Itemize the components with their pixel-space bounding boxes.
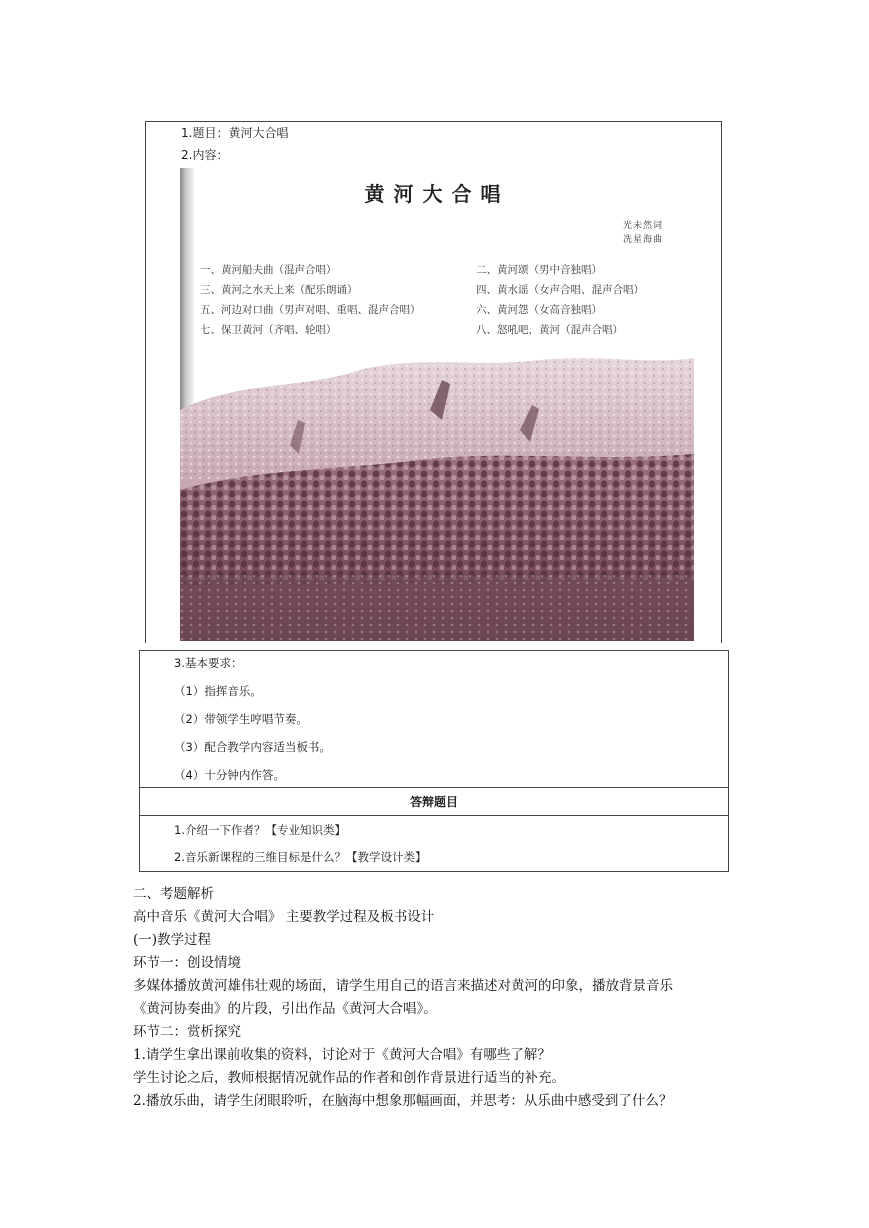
subsection-heading: (一)教学过程 (133, 932, 212, 948)
requirement-3: （3）配合教学内容适当板书。 (174, 740, 331, 754)
requirements-label: 3.基本要求： (174, 656, 243, 670)
lyricist-credit: 光未然词 (623, 221, 664, 231)
cantata-title: 黄河大合唱 (364, 182, 510, 206)
lesson-title: 高中音乐《黄河大合唱》 主要教学过程及板书设计 (133, 909, 435, 925)
movement-7: 七、保卫黄河（齐唱、轮唱） (200, 324, 337, 336)
requirement-4: （4）十分钟内作答。 (174, 768, 285, 782)
content-label: 2.内容： (181, 148, 229, 162)
movement-1: 一、黄河船夫曲（混声合唱） (200, 264, 337, 276)
table-divider (139, 787, 729, 788)
movement-3: 三、黄河之水天上来（配乐朗诵） (200, 284, 358, 296)
cantata-image (180, 168, 694, 641)
movement-2: 二、黄河颂（男中音独唱） (476, 264, 602, 276)
requirement-2: （2）带领学生哼唱节奏。 (174, 712, 308, 726)
table-divider (139, 815, 729, 816)
movement-8: 八、怒吼吧，黄河（混声合唱） (476, 324, 623, 336)
paragraph-line: 1.请学生拿出课前收集的资料，讨论对于《黄河大合唱》有哪些了解？ (133, 1047, 551, 1063)
movement-5: 五、河边对口曲（男声对唱、重唱、混声合唱） (200, 304, 421, 316)
paragraph-line: 多媒体播放黄河雄伟壮观的场面，请学生用自己的语言来描述对黄河的印象，播放背景音乐 (133, 978, 673, 994)
step-two-heading: 环节二：赏析探究 (133, 1024, 241, 1040)
qa-section-title: 答辩题目 (409, 795, 458, 809)
movement-4: 四、黄水谣（女声合唱、混声合唱） (476, 284, 644, 296)
topic-line: 1.题目：黄河大合唱 (181, 126, 289, 140)
choir-photo (180, 350, 694, 641)
requirement-1: （1）指挥音乐。 (174, 684, 262, 698)
paragraph-line: 《黄河协奏曲》的片段，引出作品《黄河大合唱》。 (133, 1001, 437, 1017)
composer-credit: 冼星海曲 (623, 235, 664, 245)
qa-question-1: 1.介绍一下作者？【专业知识类】 (174, 823, 346, 837)
movement-6: 六、黄河怨（女高音独唱） (476, 304, 602, 316)
qa-question-2: 2.音乐新课程的三维目标是什么？【教学设计类】 (174, 850, 427, 864)
paragraph-line: 2.播放乐曲，请学生闭眼聆听，在脑海中想象那幅画面，并思考：从乐曲中感受到了什么？ (133, 1093, 673, 1109)
paragraph-line: 学生讨论之后，教师根据情况就作品的作者和创作背景进行适当的补充。 (133, 1070, 565, 1086)
step-one-heading: 环节一：创设情境 (133, 955, 241, 971)
section-heading: 二、考题解析 (133, 886, 214, 902)
